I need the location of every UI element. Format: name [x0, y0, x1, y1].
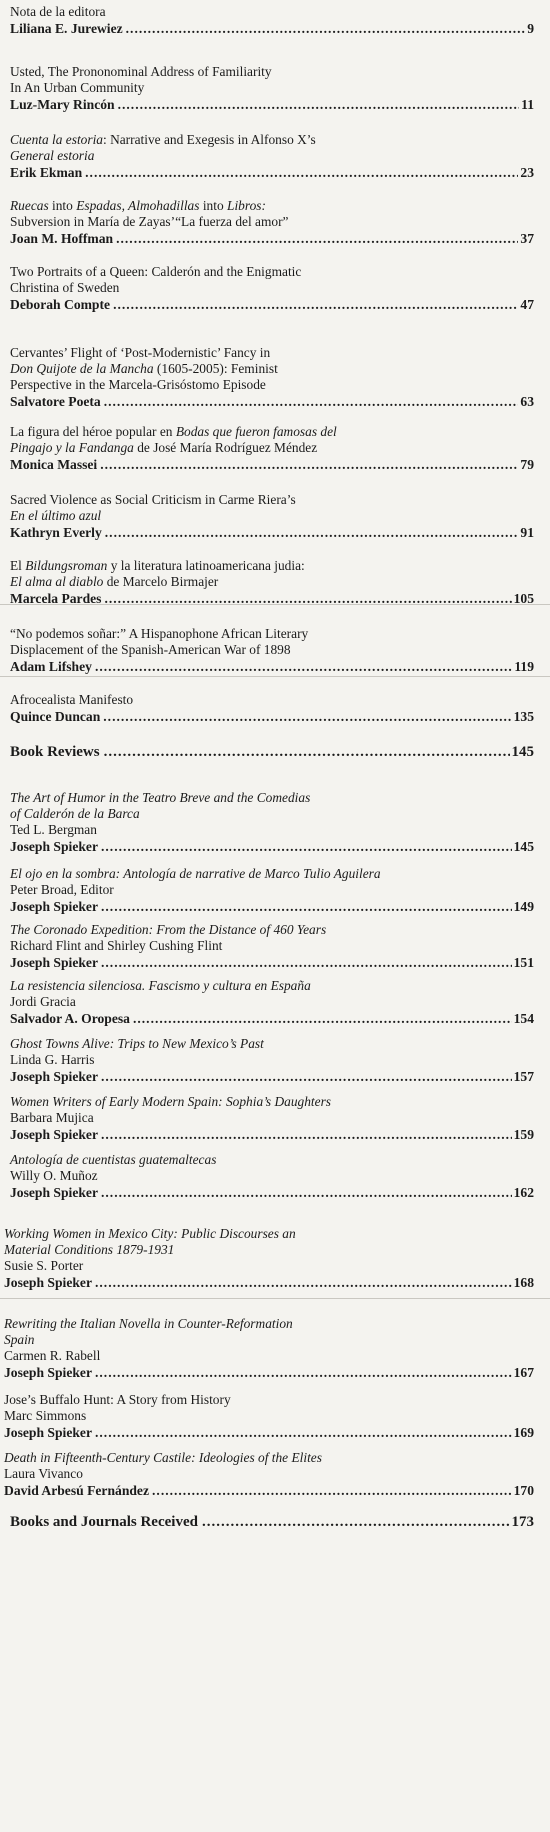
- author-name: Salvador A. Oropesa: [10, 1011, 130, 1026]
- author-name: Joseph Spieker: [10, 955, 98, 970]
- page-number: 119: [514, 659, 534, 674]
- author-row: [10, 1010, 534, 1027]
- section-divider: [0, 1298, 550, 1299]
- italic-title-text: Libros:: [227, 198, 266, 213]
- author-row: [10, 393, 534, 410]
- entry-title-line: [4, 1348, 534, 1364]
- author-name: Joseph Spieker: [4, 1275, 92, 1290]
- author-row: [10, 838, 534, 855]
- toc-entry: [10, 4, 534, 37]
- dot-leader: [103, 708, 511, 725]
- toc-entry: [4, 1450, 534, 1499]
- title-text: Willy O. Muñoz: [10, 1168, 98, 1183]
- page-number: 168: [513, 1275, 534, 1290]
- toc-entry: [4, 1226, 534, 1291]
- author-row: [4, 1364, 534, 1381]
- dot-leader: [118, 96, 520, 113]
- entry-title-line: [4, 1392, 534, 1408]
- author-row: [10, 96, 534, 113]
- entry-title-line: [10, 80, 534, 96]
- entry-title-line: [10, 922, 534, 938]
- section-heading: [10, 744, 534, 761]
- page-number: 91: [520, 525, 534, 540]
- italic-title-text: Working Women in Mexico City: Public Discourses an: [4, 1226, 296, 1241]
- title-text: Marc Simmons: [4, 1408, 87, 1423]
- page-number: 23: [520, 165, 534, 180]
- author-name: Luz-Mary Rincón: [10, 97, 115, 112]
- toc-entry: [10, 978, 534, 1027]
- entry-title-line: [10, 214, 534, 230]
- entry-title-line: [4, 1226, 534, 1242]
- page-number: 11: [521, 97, 534, 112]
- dot-leader: [101, 898, 512, 915]
- entry-title-line: [10, 978, 534, 994]
- author-row: [10, 954, 534, 971]
- author-row: [4, 1424, 534, 1441]
- title-text: “No podemos soñar:” A Hispanophone African Literary: [10, 626, 309, 641]
- section-divider: [0, 676, 550, 677]
- dot-leader: [104, 393, 519, 410]
- dot-leader: [100, 456, 518, 473]
- italic-title-text: Don Quijote de la Mancha: [10, 361, 154, 376]
- entry-title-line: [10, 882, 534, 898]
- dot-leader: [101, 838, 512, 855]
- toc-entry: [10, 492, 534, 541]
- toc-entry: [10, 264, 534, 313]
- entry-title-line: [4, 1316, 534, 1332]
- page-number: 135: [513, 709, 534, 724]
- section-title: Book Reviews: [10, 744, 100, 760]
- italic-title-text: Ghost Towns Alive: Trips to New Mexico’s Past: [10, 1036, 264, 1051]
- author-name: Kathryn Everly: [10, 525, 102, 540]
- toc-entry: [10, 424, 534, 473]
- entry-title-line: [10, 994, 534, 1010]
- dot-leader: [101, 1184, 512, 1201]
- page-number: 79: [520, 457, 534, 472]
- title-text: Carmen R. Rabell: [4, 1348, 101, 1363]
- entry-title-line: [10, 64, 534, 80]
- title-text: Cervantes’ Flight of ‘Post-Modernistic’ Fancy in: [10, 345, 271, 360]
- italic-title-text: El ojo en la sombra: Antología de narrative de Marco Tulio Aguilera: [10, 866, 381, 881]
- entry-title-line: [10, 424, 534, 440]
- italic-title-text: El alma al diablo: [10, 574, 104, 589]
- author-row: [10, 20, 534, 37]
- author-row: [10, 230, 534, 247]
- entry-title-line: [10, 574, 534, 590]
- entry-title-line: [10, 4, 534, 20]
- title-text: de José María Rodríguez Méndez: [133, 440, 318, 455]
- italic-title-text: Death in Fifteenth-Century Castile: Ideologies of the Elites: [4, 1450, 322, 1465]
- toc-entry: [10, 866, 534, 915]
- entry-title-line: [10, 938, 534, 954]
- title-text: Nota de la editora: [10, 4, 106, 19]
- entry-title-line: [10, 345, 534, 361]
- entry-title-line: [10, 1094, 534, 1110]
- toc-entry: [10, 626, 534, 675]
- entry-title-line: [10, 1168, 534, 1184]
- author-row: [10, 1126, 534, 1143]
- entry-title-line: [10, 806, 534, 822]
- entry-title-line: [4, 1332, 534, 1348]
- entry-title-line: [10, 508, 534, 524]
- dot-leader: [152, 1482, 512, 1499]
- author-name: Quince Duncan: [10, 709, 101, 724]
- title-text: Perspective in the Marcela-Grisóstomo Episode: [10, 377, 266, 392]
- author-name: Joseph Spieker: [10, 1069, 98, 1084]
- italic-title-text: Women Writers of Early Modern Spain: Sophia’s Daughters: [10, 1094, 331, 1109]
- toc-entry: [10, 132, 534, 181]
- page-number: 157: [513, 1069, 534, 1084]
- page-number: 159: [513, 1127, 534, 1142]
- dot-leader: [104, 590, 511, 607]
- author-name: Liliana E. Jurewiez: [10, 21, 123, 36]
- entry-title-line: [10, 492, 534, 508]
- toc-entry: [4, 1392, 534, 1441]
- title-text: y la literatura latinoamericana judia:: [107, 558, 305, 573]
- italic-title-text: La resistencia silenciosa. Fascismo y cultura en España: [10, 978, 311, 993]
- dot-leader: [85, 164, 518, 181]
- entry-title-line: [10, 1036, 534, 1052]
- title-text: Jordi Gracia: [10, 994, 76, 1009]
- italic-title-text: of Calderón de la Barca: [10, 806, 140, 821]
- author-row: [10, 1068, 534, 1085]
- author-name: Joseph Spieker: [10, 839, 98, 854]
- title-text: El: [10, 558, 26, 573]
- title-text: Peter Broad, Editor: [10, 882, 114, 897]
- author-row: [10, 296, 534, 313]
- title-text: Jose’s Buffalo Hunt: A Story from History: [4, 1392, 231, 1407]
- entry-title-line: [10, 866, 534, 882]
- author-row: [10, 658, 534, 675]
- page-number: 169: [513, 1425, 534, 1440]
- page-number: 63: [520, 394, 534, 409]
- author-row: [10, 456, 534, 473]
- dot-leader: [95, 1364, 512, 1381]
- author-row: [4, 1482, 534, 1499]
- entry-title-line: [10, 822, 534, 838]
- author-row: [10, 590, 534, 607]
- entry-title-line: [10, 440, 534, 456]
- dot-leader: [101, 1126, 512, 1143]
- author-name: Joseph Spieker: [10, 1185, 98, 1200]
- page-number: 170: [513, 1483, 534, 1498]
- title-text: Usted, The Prononominal Address of Familiarity: [10, 64, 272, 79]
- toc-entry: [10, 1036, 534, 1085]
- page-number: 9: [527, 21, 534, 36]
- entry-title-line: [10, 642, 534, 658]
- entry-title-line: [10, 1052, 534, 1068]
- entry-title-line: [10, 377, 534, 393]
- dot-leader: [116, 230, 518, 247]
- title-text: Displacement of the Spanish-American War of 1898: [10, 642, 291, 657]
- page-number: 149: [513, 899, 534, 914]
- toc-entry: [10, 922, 534, 971]
- toc-entry: [10, 345, 534, 410]
- author-row: [10, 164, 534, 181]
- dot-leader: [133, 1010, 512, 1027]
- entry-title-line: [10, 280, 534, 296]
- title-text: Laura Vivanco: [4, 1466, 83, 1481]
- title-text: into: [48, 198, 77, 213]
- entry-title-line: [10, 558, 534, 574]
- entry-title-line: [10, 148, 534, 164]
- toc-entry: [10, 692, 534, 725]
- author-name: Deborah Compte: [10, 297, 111, 312]
- dot-leader: [95, 1424, 512, 1441]
- title-text: (1605-2005): Feminist: [153, 361, 278, 376]
- toc-entry: [10, 198, 534, 247]
- dot-leader: [101, 954, 512, 971]
- page-number: 162: [513, 1185, 534, 1200]
- entry-title-line: [10, 1152, 534, 1168]
- author-name: David Arbesú Fernández: [4, 1483, 150, 1498]
- entry-title-line: [10, 790, 534, 806]
- page-number: 154: [513, 1011, 534, 1026]
- author-name: Erik Ekman: [10, 165, 83, 180]
- title-text: into: [199, 198, 227, 213]
- title-text: Barbara Mujica: [10, 1110, 94, 1125]
- page-number: 145: [513, 839, 534, 854]
- italic-title-text: En el último azul: [10, 508, 102, 523]
- entry-title-line: [10, 626, 534, 642]
- italic-title-text: Espadas, Almohadillas: [76, 198, 200, 213]
- toc-entry: [10, 790, 534, 855]
- entry-title-line: [10, 264, 534, 280]
- author-row: [10, 524, 534, 541]
- author-name: Monica Massei: [10, 457, 98, 472]
- title-text: Two Portraits of a Queen: Calderón and the Enigmatic: [10, 264, 302, 279]
- dot-leader: [95, 658, 512, 675]
- section-title: Books and Journals Received: [10, 1514, 198, 1530]
- entry-title-line: [4, 1408, 534, 1424]
- author-name: Marcela Pardes: [10, 591, 102, 606]
- entry-title-line: [10, 1110, 534, 1126]
- dot-leader: [202, 1514, 510, 1531]
- author-name: Joan M. Hoffman: [10, 231, 114, 246]
- dot-leader: [104, 744, 510, 761]
- italic-title-text: Rewriting the Italian Novella in Counter-Reformation: [4, 1316, 293, 1331]
- author-name: Joseph Spieker: [4, 1425, 92, 1440]
- title-text: La figura del héroe popular en: [10, 424, 176, 439]
- entry-title-line: [10, 132, 534, 148]
- dot-leader: [105, 524, 519, 541]
- italic-title-text: Cuenta la estoria: [10, 132, 103, 147]
- entry-title-line: [10, 198, 534, 214]
- entry-title-line: [4, 1466, 534, 1482]
- author-row: [10, 898, 534, 915]
- title-text: Sacred Violence as Social Criticism in Carme Riera’s: [10, 492, 296, 507]
- title-text: Christina of Sweden: [10, 280, 120, 295]
- italic-title-text: The Art of Humor in the Teatro Breve and the Comedias: [10, 790, 311, 805]
- entry-title-line: [10, 692, 534, 708]
- title-text: Ted L. Bergman: [10, 822, 97, 837]
- title-text: Afrocealista Manifesto: [10, 692, 134, 707]
- page-number: 151: [513, 955, 534, 970]
- author-name: Joseph Spieker: [10, 899, 98, 914]
- author-name: Salvatore Poeta: [10, 394, 101, 409]
- italic-title-text: Spain: [4, 1332, 35, 1347]
- title-text: Susie S. Porter: [4, 1258, 84, 1273]
- title-text: Subversion in María de Zayas’“La fuerza del amor”: [10, 214, 289, 229]
- page-number: 145: [511, 744, 534, 760]
- dot-leader: [113, 296, 518, 313]
- page-number: 173: [511, 1514, 534, 1530]
- author-name: Joseph Spieker: [10, 1127, 98, 1142]
- title-text: Linda G. Harris: [10, 1052, 95, 1067]
- author-row: [10, 1184, 534, 1201]
- dot-leader: [101, 1068, 512, 1085]
- title-text: Richard Flint and Shirley Cushing Flint: [10, 938, 223, 953]
- author-row: [4, 1274, 534, 1291]
- author-name: Adam Lifshey: [10, 659, 92, 674]
- italic-title-text: Antología de cuentistas guatemaltecas: [10, 1152, 217, 1167]
- author-row: [10, 708, 534, 725]
- italic-title-text: Bildungsroman: [25, 558, 108, 573]
- page-number: 167: [513, 1365, 534, 1380]
- dot-leader: [126, 20, 526, 37]
- italic-title-text: Ruecas: [10, 198, 49, 213]
- italic-title-text: Pingajo y la Fandanga: [10, 440, 134, 455]
- italic-title-text: The Coronado Expedition: From the Distance of 460 Years: [10, 922, 327, 937]
- page-number: 47: [520, 297, 534, 312]
- dot-leader: [95, 1274, 512, 1291]
- title-text: In An Urban Community: [10, 80, 145, 95]
- entry-title-line: [10, 361, 534, 377]
- toc-entry: [10, 64, 534, 113]
- entry-title-line: [4, 1242, 534, 1258]
- italic-title-text: Bodas que fueron famosas del: [175, 424, 337, 439]
- toc-entry: [10, 1152, 534, 1201]
- title-text: : Narrative and Exegesis in Alfonso X’s: [103, 132, 316, 147]
- italic-title-text: Material Conditions 1879-1931: [4, 1242, 175, 1257]
- entry-title-line: [4, 1450, 534, 1466]
- section-heading: [10, 1514, 534, 1531]
- toc-entry: [10, 558, 534, 607]
- title-text: de Marcelo Birmajer: [103, 574, 219, 589]
- page-number: 105: [513, 591, 534, 606]
- page-number: 37: [520, 231, 534, 246]
- italic-title-text: General estoria: [10, 148, 95, 163]
- toc-entry: [4, 1316, 534, 1381]
- author-name: Joseph Spieker: [4, 1365, 92, 1380]
- entry-title-line: [4, 1258, 534, 1274]
- toc-entry: [10, 1094, 534, 1143]
